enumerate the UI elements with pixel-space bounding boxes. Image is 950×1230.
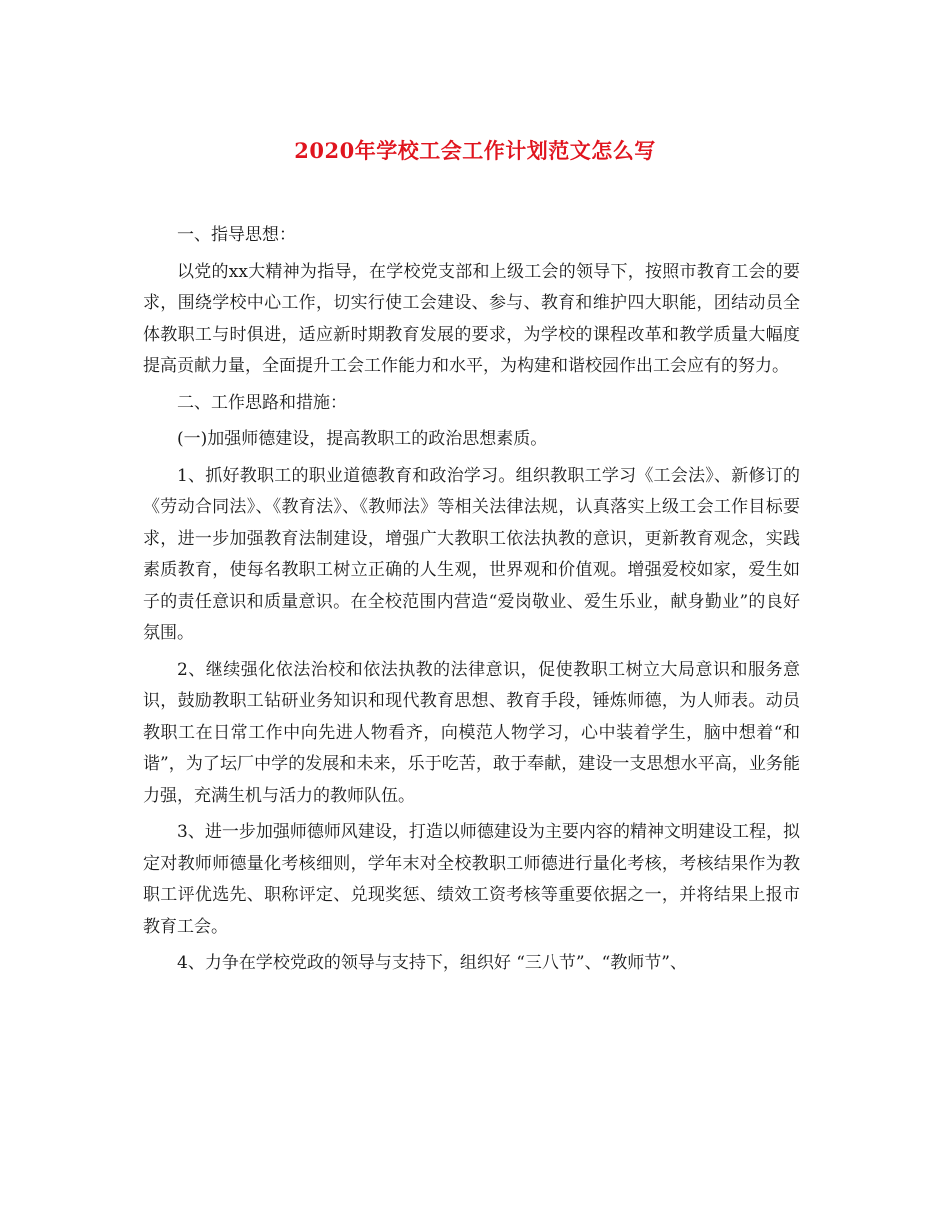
paragraph: 4、力争在学校党政的领导与支持下，组织好 “三八节”、“教师节”、: [177, 953, 687, 973]
section-heading-guiding-ideology: 一、指导思想：: [177, 225, 296, 245]
paragraph: 1、抓好教职工的职业道德教育和政治学习。组织教职工学习《工会法》、新修订的《劳动合同法》、《教育法》、《教师法》等相关法律法规，认真落实上级工会工作目标要求，进一步加强教育法制建设，增强广大教职工依法执教的意识，更新教育观念，实践素质教育，使每名教职工树立正确的人生观，世界观和价值观。增强爱校如家，爱生如子的责任意识和质量意识。在全校范围内营造“爱岗敬业、爱生乐业，献身勤业”的良好氛围。: [143, 465, 800, 643]
document-body: [143, 220, 800, 985]
section-heading-work-measures: 二、工作思路和措施：: [177, 392, 347, 413]
document-title: 2020年学校工会工作计划范文怎么写: [294, 138, 656, 163]
paragraph: 以党的xx大精神为指导，在学校党支部和上级工会的领导下，按照市教育工会的要求，围绕学校中心工作，切实行使工会建设、参与、教育和维护四大职能，团结动员全体教职工与时俱进，适应新时期教育发展的要求，为学校的课程改革和教学质量大幅度提高贡献力量，全面提升工会工作能力和水平，为构建和谐校园作出工会应有的努力。: [143, 261, 800, 376]
paragraph: 3、进一步加强师德师风建设，打造以师德建设为主要内容的精神文明建设工程，拟定对教师师德量化考核细则，学年末对全校教职工师德进行量化考核，考核结果作为教职工评优选先、职称评定、兑现奖惩、绩效工资考核等重要依据之一，并将结果上报市教育工会。: [143, 822, 800, 937]
paragraph: 2、继续强化依法治校和依法执教的法律意识，促使教职工树立大局意识和服务意识，鼓励教职工钻研业务知识和现代教育思想、教育手段，锤炼师德，为人师表。动员教职工在日常工作中向先进人物看齐，向模范人物学习，心中装着学生，脑中想着“和谐”，为了坛厂中学的发展和未来，乐于吃苦，敢于奉献，建设一支思想水平高，业务能力强，充满生机与活力的教师队伍。: [143, 659, 800, 806]
subsection-heading: (一)加强师德建设，提高教职工的政治思想素质。: [177, 429, 548, 449]
